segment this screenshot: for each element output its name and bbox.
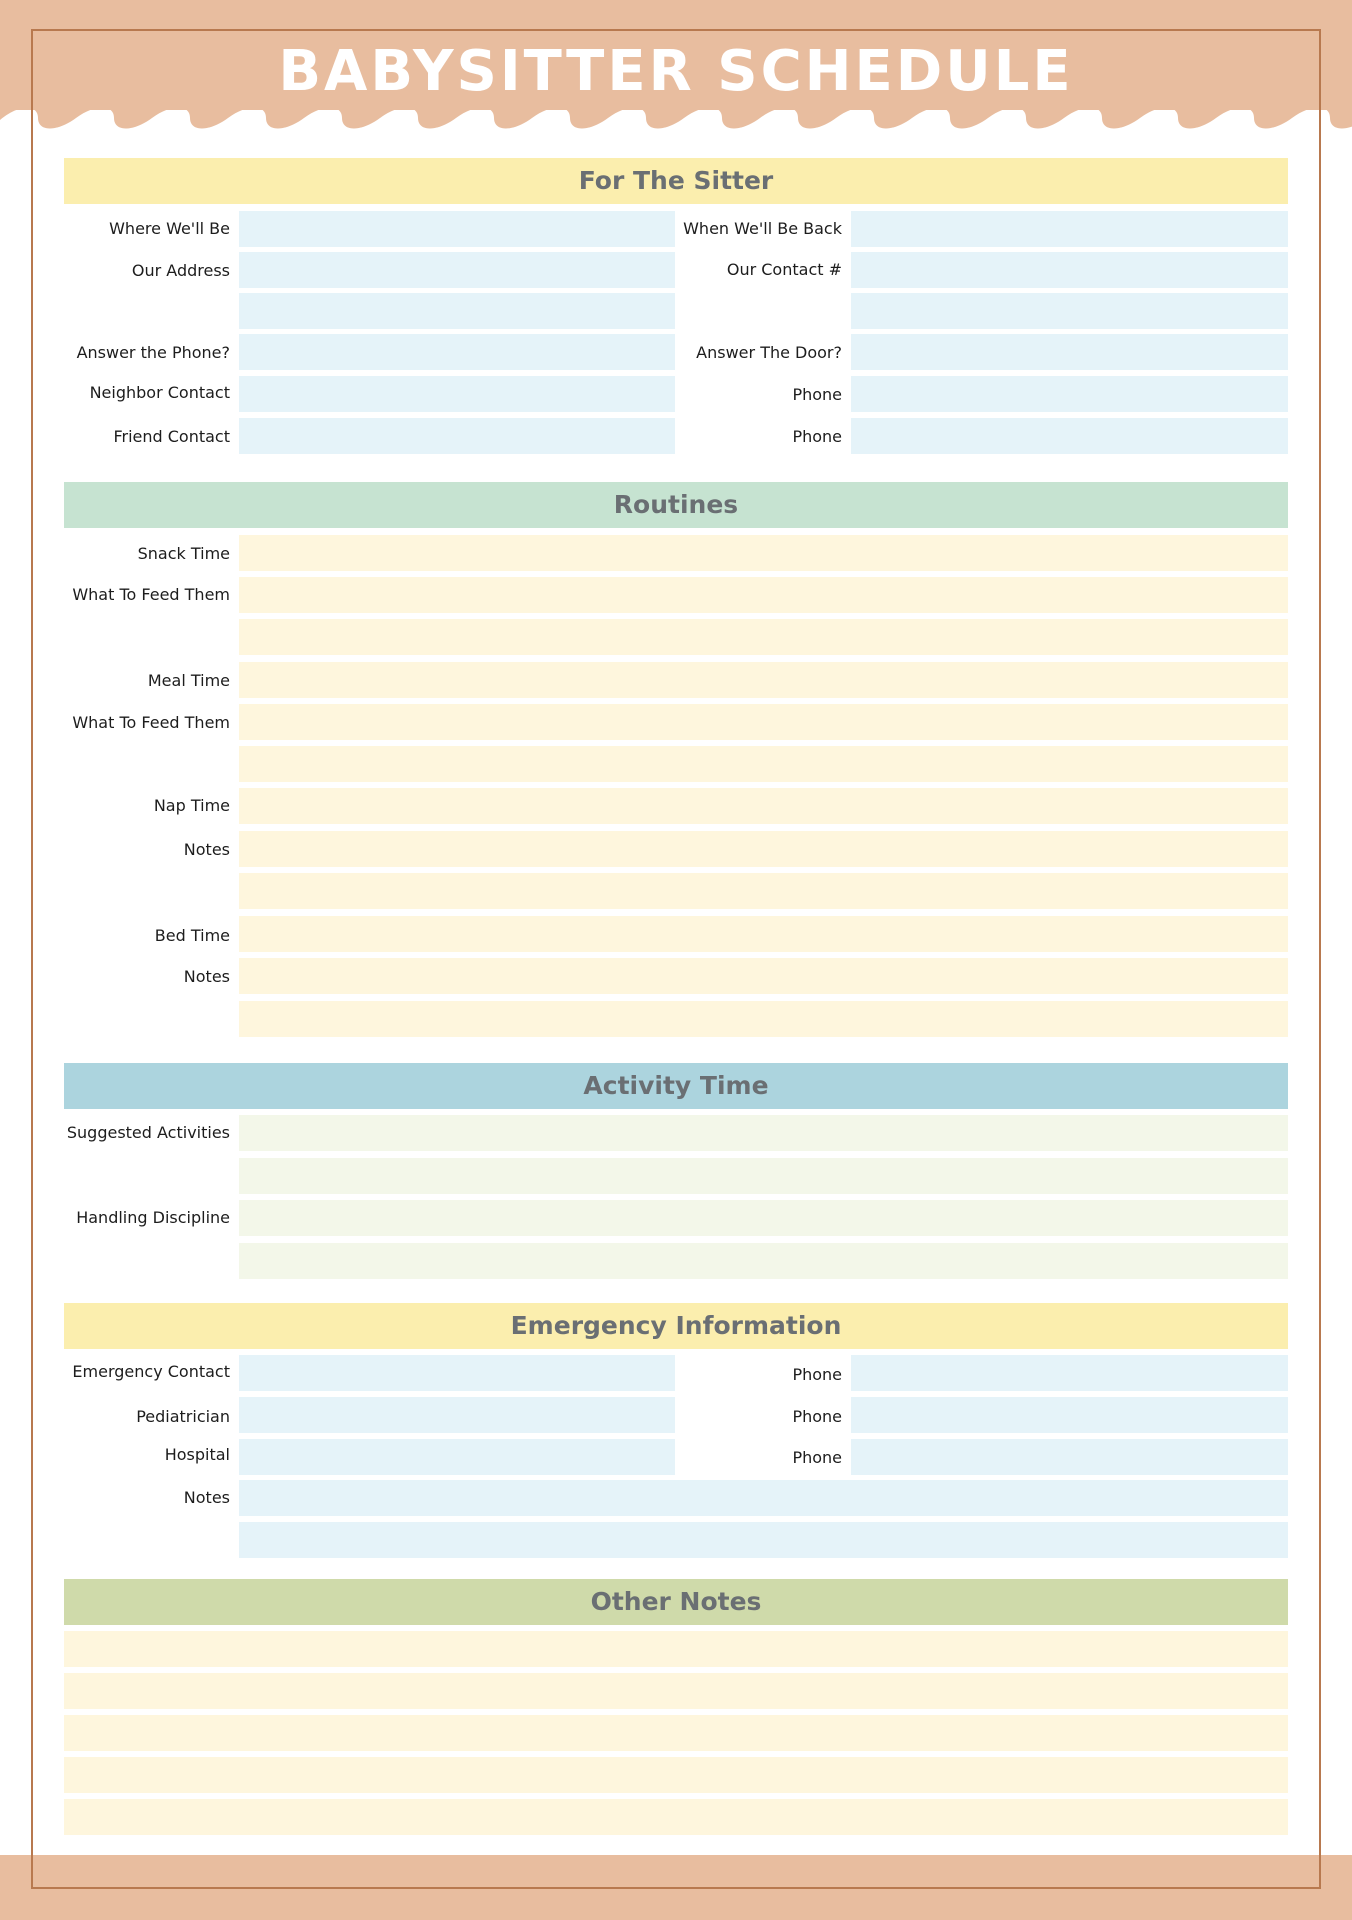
meal-feed-field-line-2[interactable] [239, 746, 1288, 782]
snack-feed-field[interactable] [239, 577, 1288, 613]
hospital-phone-label: Phone [792, 1448, 842, 1467]
neighbor-contact-label: Neighbor Contact [89, 383, 230, 402]
section-heading-activity: Activity Time [64, 1063, 1288, 1109]
section-heading-routines: Routines [64, 482, 1288, 528]
nap-notes-field-line-2[interactable] [239, 873, 1288, 909]
other-notes-line-1[interactable] [64, 1631, 1288, 1667]
other-notes-line-2[interactable] [64, 1673, 1288, 1709]
snack-feed-field-line-2[interactable] [239, 619, 1288, 655]
when-back-field[interactable] [851, 211, 1288, 247]
emergency-notes-field-line-2[interactable] [239, 1522, 1288, 1558]
footer-band [0, 1855, 1352, 1920]
section-heading-emergency: Emergency Information [64, 1303, 1288, 1349]
bed-notes-label: Notes [183, 967, 230, 986]
contact-number-label: Our Contact # [726, 260, 842, 279]
address-field-line-2[interactable] [239, 293, 675, 329]
friend-contact-label: Friend Contact [113, 427, 230, 446]
nap-notes-field[interactable] [239, 831, 1288, 867]
hospital-field[interactable] [239, 1439, 675, 1475]
pediatrician-phone-field[interactable] [851, 1397, 1288, 1433]
page-title: BABYSITTER SCHEDULE [278, 39, 1074, 104]
snack-time-label: Snack Time [137, 544, 230, 563]
emergency-notes-label: Notes [183, 1488, 230, 1507]
answer-door-label: Answer The Door? [696, 343, 842, 362]
neighbor-phone-label: Phone [792, 385, 842, 404]
emergency-notes-field[interactable] [239, 1480, 1288, 1516]
address-field[interactable] [239, 252, 675, 288]
emergency-contact-field[interactable] [239, 1355, 675, 1391]
bed-notes-field-line-2[interactable] [239, 1001, 1288, 1037]
handling-discipline-field[interactable] [239, 1200, 1288, 1236]
suggested-activities-field-line-2[interactable] [239, 1158, 1288, 1194]
hospital-phone-field[interactable] [851, 1439, 1288, 1475]
other-notes-line-5[interactable] [64, 1799, 1288, 1835]
nap-time-field[interactable] [239, 788, 1288, 824]
neighbor-contact-field[interactable] [239, 376, 675, 412]
meal-time-label: Meal Time [147, 671, 230, 690]
where-field[interactable] [239, 211, 675, 247]
header-wave-border [0, 110, 1352, 140]
bed-time-field[interactable] [239, 916, 1288, 952]
contact-number-field[interactable] [851, 252, 1288, 288]
address-label: Our Address [131, 261, 230, 280]
snack-feed-label: What To Feed Them [72, 585, 230, 604]
meal-feed-field[interactable] [239, 704, 1288, 740]
friend-phone-label: Phone [792, 427, 842, 446]
emergency-phone-field[interactable] [851, 1355, 1288, 1391]
other-notes-line-4[interactable] [64, 1757, 1288, 1793]
contact-number-field-line-2[interactable] [851, 293, 1288, 329]
hospital-label: Hospital [164, 1445, 230, 1464]
pediatrician-phone-label: Phone [792, 1407, 842, 1426]
snack-time-field[interactable] [239, 535, 1288, 571]
meal-feed-label: What To Feed Them [72, 713, 230, 732]
answer-phone-label: Answer the Phone? [76, 343, 230, 362]
when-back-label: When We'll Be Back [683, 219, 842, 238]
answer-door-field[interactable] [851, 334, 1288, 370]
friend-contact-field[interactable] [239, 418, 675, 454]
handling-discipline-field-line-2[interactable] [239, 1243, 1288, 1279]
bed-time-label: Bed Time [154, 926, 230, 945]
where-label: Where We'll Be [109, 219, 230, 238]
pediatrician-label: Pediatrician [136, 1407, 230, 1426]
pediatrician-field[interactable] [239, 1397, 675, 1433]
section-heading-sitter: For The Sitter [64, 158, 1288, 204]
suggested-activities-label: Suggested Activities [66, 1123, 230, 1142]
emergency-contact-label: Emergency Contact [72, 1362, 230, 1381]
nap-notes-label: Notes [183, 840, 230, 859]
section-heading-other-notes: Other Notes [64, 1579, 1288, 1625]
handling-discipline-label: Handling Discipline [76, 1208, 230, 1227]
bed-notes-field[interactable] [239, 958, 1288, 994]
nap-time-label: Nap Time [153, 796, 230, 815]
emergency-phone-label: Phone [792, 1365, 842, 1384]
answer-phone-field[interactable] [239, 334, 675, 370]
neighbor-phone-field[interactable] [851, 376, 1288, 412]
suggested-activities-field[interactable] [239, 1115, 1288, 1151]
meal-time-field[interactable] [239, 662, 1288, 698]
other-notes-line-3[interactable] [64, 1715, 1288, 1751]
friend-phone-field[interactable] [851, 418, 1288, 454]
